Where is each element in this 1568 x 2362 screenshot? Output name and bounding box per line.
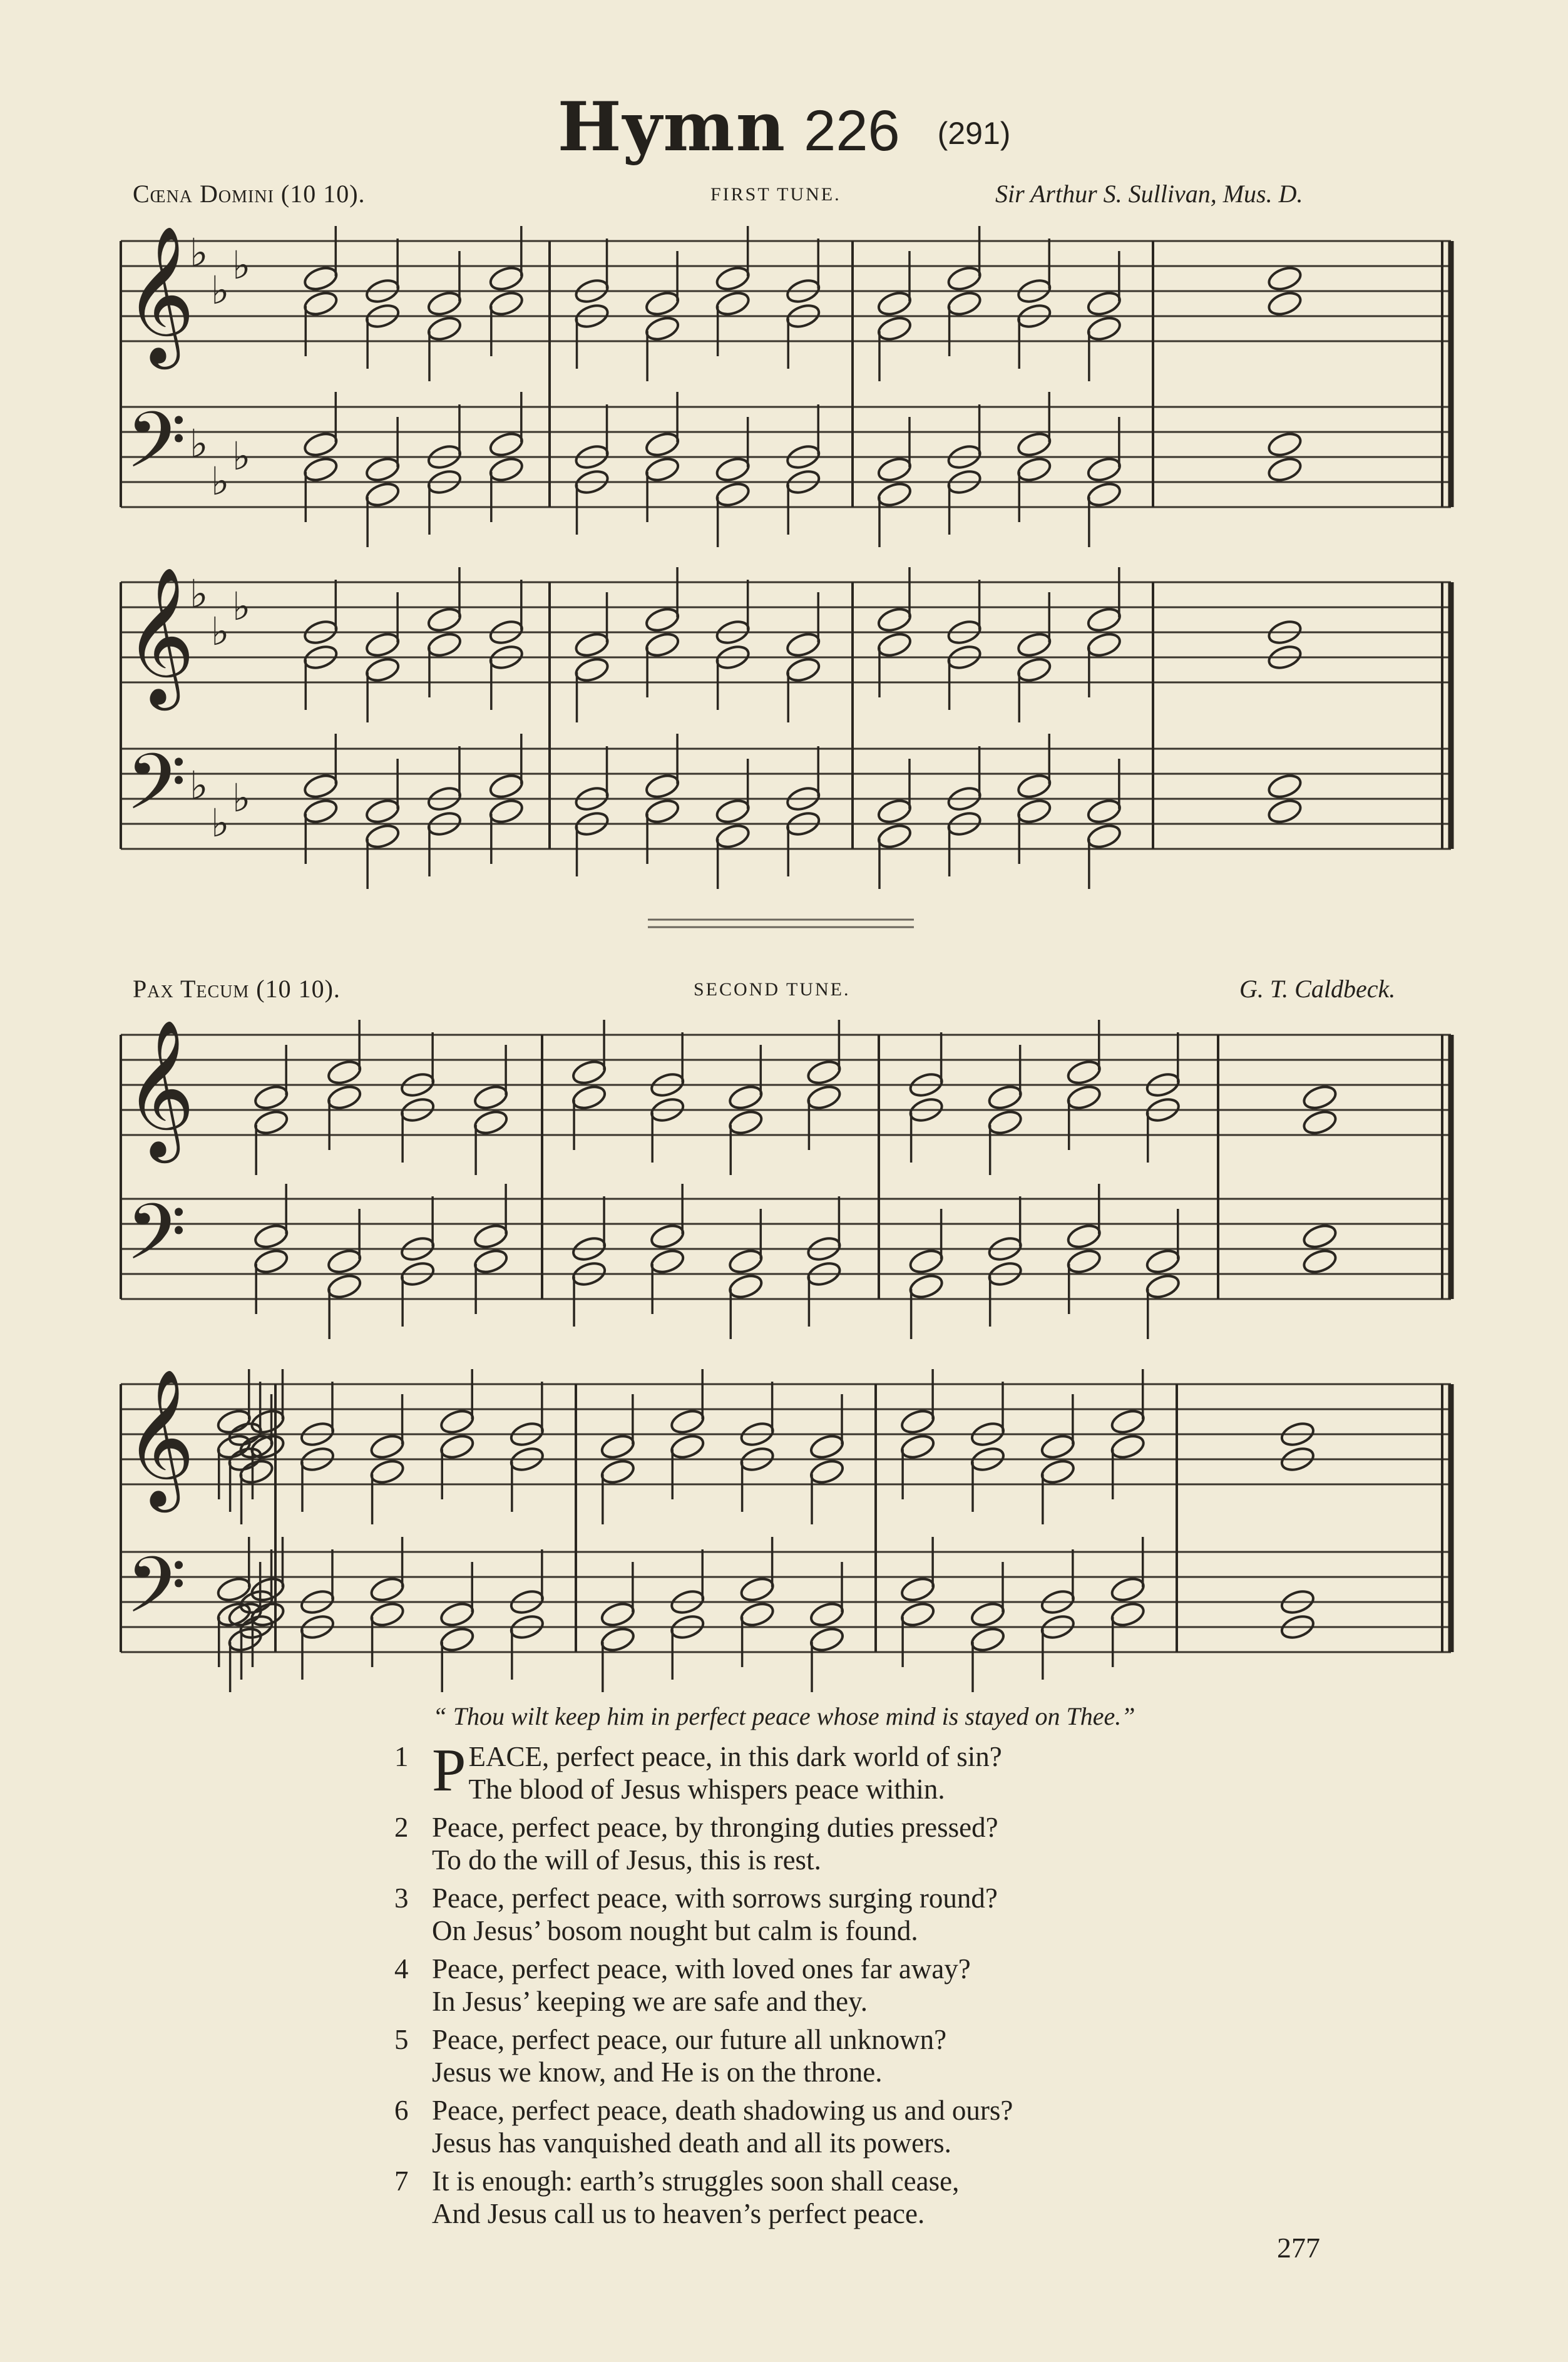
note-head — [714, 455, 751, 484]
note-head — [876, 455, 913, 484]
hymn-word: Hymn — [557, 88, 787, 167]
flat-icon: ♭ — [211, 458, 230, 504]
flat-icon: ♭ — [211, 608, 230, 654]
note-head — [986, 1108, 1023, 1137]
note-head — [714, 480, 751, 509]
verse-line: And Jesus call us to heaven’s perfect peace. — [432, 2198, 925, 2229]
bass-clef-icon: 𝄢 — [126, 737, 187, 846]
note-head — [599, 1600, 636, 1629]
verse-line: Jesus we know, and He is on the throne. — [432, 2056, 883, 2088]
verse-4 — [394, 1953, 1458, 2018]
note-head — [439, 1407, 476, 1436]
staff-systems — [121, 225, 1451, 1692]
note-head — [714, 264, 751, 293]
note-head — [488, 289, 525, 318]
note-head — [253, 1108, 290, 1137]
note-head — [644, 630, 681, 659]
note-head — [488, 797, 525, 826]
note-head — [1266, 289, 1303, 318]
note-head — [426, 605, 463, 634]
note-head — [644, 797, 681, 826]
note-head — [908, 1247, 945, 1276]
note-head — [1039, 1432, 1076, 1461]
note-head — [727, 1108, 764, 1137]
note-head — [1085, 455, 1122, 484]
note-head — [1109, 1407, 1146, 1436]
note-head — [369, 1432, 406, 1461]
note-head — [1085, 480, 1122, 509]
note-head — [573, 630, 610, 659]
note-head — [876, 630, 913, 659]
flat-icon: ♭ — [232, 583, 251, 629]
note-head — [899, 1575, 936, 1604]
note-head — [714, 289, 751, 318]
note-head — [326, 1247, 363, 1276]
note-head — [908, 1272, 945, 1301]
bass-clef-icon: 𝄢 — [126, 1541, 187, 1650]
note-head — [364, 630, 401, 659]
note-head — [364, 480, 401, 509]
note-head — [1266, 455, 1303, 484]
note-head — [326, 1058, 363, 1087]
treble-clef-icon: 𝄞 — [125, 566, 195, 704]
note-head — [302, 772, 339, 801]
note-head — [599, 1432, 636, 1461]
staff — [121, 241, 1451, 341]
note-head — [739, 1600, 776, 1629]
note-head — [302, 289, 339, 318]
note-head — [253, 1222, 290, 1251]
note-head — [1016, 630, 1053, 659]
hymn-alt-number: (291) — [937, 116, 1011, 151]
bass-clef-icon: 𝄢 — [126, 396, 187, 505]
staff — [121, 407, 1451, 507]
verse-line: Peace, perfect peace, by thronging duties pressed? — [432, 1812, 998, 1843]
note-head — [644, 772, 681, 801]
note-head — [876, 480, 913, 509]
note-head — [644, 605, 681, 634]
note-head — [1266, 430, 1303, 459]
flat-icon: ♭ — [190, 230, 208, 275]
note-head — [369, 1575, 406, 1604]
note-head — [644, 455, 681, 484]
note-head — [1109, 1575, 1146, 1604]
tune1-name: Cœna Domini (10 10). — [133, 180, 366, 208]
note-head — [326, 1272, 363, 1301]
verse-1 — [394, 1737, 1458, 1805]
note-head — [649, 1247, 686, 1276]
note-head — [571, 1083, 608, 1112]
flat-icon: ♭ — [232, 775, 251, 821]
note-head — [644, 314, 681, 343]
note-head — [488, 455, 525, 484]
note-head — [876, 822, 913, 851]
note-head — [249, 1407, 286, 1436]
note-head — [1065, 1083, 1102, 1112]
note-head — [439, 1432, 476, 1461]
verse-line: The blood of Jesus whispers peace within. — [468, 1774, 945, 1805]
note-head — [1109, 1432, 1146, 1461]
verse-7 — [394, 2165, 1458, 2230]
note-head — [808, 1457, 845, 1486]
flat-icon: ♭ — [211, 267, 230, 313]
note-head — [1266, 264, 1303, 293]
note-head — [364, 455, 401, 484]
note-head — [669, 1407, 706, 1436]
note-head — [488, 264, 525, 293]
note-head — [473, 1108, 510, 1137]
treble-clef-icon: 𝄞 — [125, 1368, 195, 1506]
verse-number: 4 — [394, 1953, 409, 1985]
staff-system — [121, 225, 1451, 547]
note-head — [1144, 1247, 1181, 1276]
note-head — [238, 1457, 275, 1486]
note-head — [1266, 797, 1303, 826]
epigraph: “ Thou wilt keep him in perfect peace whose mind is stayed on Thee.” — [433, 1702, 1135, 1730]
note-head — [1085, 314, 1122, 343]
staff-system — [121, 1019, 1451, 1339]
note-head — [326, 1083, 363, 1112]
note-head — [1266, 772, 1303, 801]
note-head — [946, 289, 983, 318]
note-head — [1016, 655, 1053, 684]
note-head — [227, 1625, 264, 1654]
note-head — [899, 1432, 936, 1461]
staff-system — [121, 566, 1451, 889]
note-head — [599, 1457, 636, 1486]
note-head — [302, 797, 339, 826]
note-head — [364, 655, 401, 684]
note-head — [899, 1600, 936, 1629]
note-head — [739, 1575, 776, 1604]
note-head — [1085, 822, 1122, 851]
tune2-label: SECOND TUNE. — [694, 979, 851, 1000]
note-head — [488, 772, 525, 801]
note-head — [806, 1058, 843, 1087]
flat-icon: ♭ — [232, 433, 251, 479]
note-head — [808, 1600, 845, 1629]
note-head — [969, 1625, 1006, 1654]
flat-icon: ♭ — [190, 763, 208, 808]
note-head — [1016, 455, 1053, 484]
verse-6 — [394, 2094, 1458, 2159]
note-head — [1016, 772, 1053, 801]
note-head — [302, 455, 339, 484]
note-head — [876, 797, 913, 826]
note-head — [488, 430, 525, 459]
note-head — [1301, 1108, 1338, 1137]
note-head — [364, 797, 401, 826]
note-head — [946, 264, 983, 293]
verse-line: Peace, perfect peace, with loved ones far away? — [432, 1953, 971, 1985]
note-head — [302, 430, 339, 459]
verse-line: Peace, perfect peace, our future all unknown? — [432, 2024, 947, 2055]
flat-icon: ♭ — [211, 800, 230, 846]
note-head — [369, 1457, 406, 1486]
tune1-composer: Sir Arthur S. Sullivan, Mus. D. — [995, 180, 1303, 208]
staff — [121, 749, 1451, 849]
note-head — [1109, 1600, 1146, 1629]
note-head — [249, 1575, 286, 1604]
verse-number: 1 — [394, 1741, 409, 1772]
note-head — [1065, 1058, 1102, 1087]
note-head — [785, 655, 822, 684]
treble-clef-icon: 𝄞 — [125, 1019, 195, 1157]
note-head — [727, 1272, 764, 1301]
verse-line: Peace, perfect peace, death shadowing us and ours? — [432, 2095, 1013, 2126]
note-head — [426, 314, 463, 343]
verse-line: Peace, perfect peace, with sorrows surging round? — [432, 1882, 998, 1914]
note-head — [1085, 289, 1122, 318]
verse-number: 7 — [394, 2165, 409, 2197]
note-head — [473, 1247, 510, 1276]
verse-line: It is enough: earth’s struggles soon shall cease, — [432, 2165, 960, 2197]
flat-icon: ♭ — [190, 571, 208, 617]
note-head — [1085, 797, 1122, 826]
verse-3 — [394, 1882, 1458, 1947]
verse-2 — [394, 1811, 1458, 1876]
note-head — [1065, 1247, 1102, 1276]
note-head — [808, 1432, 845, 1461]
verse-number: 5 — [394, 2024, 409, 2055]
note-head — [1085, 605, 1122, 634]
staff — [121, 1199, 1451, 1299]
note-head — [714, 797, 751, 826]
note-head — [215, 1407, 252, 1436]
note-head — [806, 1083, 843, 1112]
note-head — [876, 314, 913, 343]
note-head — [727, 1083, 764, 1112]
hymn-number: 226 — [804, 99, 900, 163]
note-head — [1085, 630, 1122, 659]
verse-line: To do the will of Jesus, this is rest. — [432, 1844, 821, 1876]
staff-system — [121, 1368, 1451, 1692]
note-head — [426, 289, 463, 318]
note-head — [876, 289, 913, 318]
note-head — [1301, 1222, 1338, 1251]
drop-cap: P — [432, 1737, 466, 1804]
flat-icon: ♭ — [232, 242, 251, 288]
flat-icon: ♭ — [190, 421, 208, 466]
note-head — [1301, 1247, 1338, 1276]
note-head — [253, 1083, 290, 1112]
note-head — [727, 1247, 764, 1276]
note-head — [1065, 1222, 1102, 1251]
note-head — [571, 1058, 608, 1087]
note-head — [439, 1625, 476, 1654]
staff — [121, 1035, 1451, 1135]
note-head — [649, 1222, 686, 1251]
note-head — [669, 1432, 706, 1461]
verse-number: 2 — [394, 1812, 409, 1843]
note-head — [473, 1222, 510, 1251]
verse-5 — [394, 2023, 1458, 2088]
note-head — [599, 1625, 636, 1654]
verses — [394, 1737, 1458, 2236]
note-head — [1301, 1083, 1338, 1112]
note-head — [785, 630, 822, 659]
verse-line: On Jesus’ bosom nought but calm is found. — [432, 1915, 918, 1946]
treble-clef-icon: 𝄞 — [125, 225, 195, 363]
note-head — [1039, 1457, 1076, 1486]
verse-line: In Jesus’ keeping we are safe and they. — [432, 1986, 868, 2017]
verse-line: EACE, perfect peace, in this dark world of sin? — [468, 1741, 1002, 1772]
note-head — [1016, 797, 1053, 826]
note-head — [808, 1625, 845, 1654]
note-head — [215, 1575, 252, 1604]
note-head — [426, 630, 463, 659]
note-head — [986, 1083, 1023, 1112]
verse-number: 3 — [394, 1882, 409, 1914]
note-head — [969, 1600, 1006, 1629]
note-head — [473, 1083, 510, 1112]
note-head — [364, 822, 401, 851]
note-head — [714, 822, 751, 851]
page-number: 277 — [1277, 2232, 1320, 2264]
note-head — [573, 655, 610, 684]
tune2-composer: G. T. Caldbeck. — [1239, 975, 1396, 1003]
note-head — [1144, 1272, 1181, 1301]
note-head — [644, 430, 681, 459]
note-head — [439, 1600, 476, 1629]
tune2-name: Pax Tecum (10 10). — [133, 975, 341, 1003]
note-head — [876, 605, 913, 634]
note-head — [899, 1407, 936, 1436]
note-head — [1016, 430, 1053, 459]
note-head — [644, 289, 681, 318]
verse-number: 6 — [394, 2095, 409, 2126]
note-head — [369, 1600, 406, 1629]
bass-clef-icon: 𝄢 — [126, 1188, 187, 1297]
verse-line: Jesus has vanquished death and all its powers. — [432, 2127, 951, 2159]
note-head — [253, 1247, 290, 1276]
tune1-label: FIRST TUNE. — [710, 184, 841, 205]
note-head — [302, 264, 339, 293]
